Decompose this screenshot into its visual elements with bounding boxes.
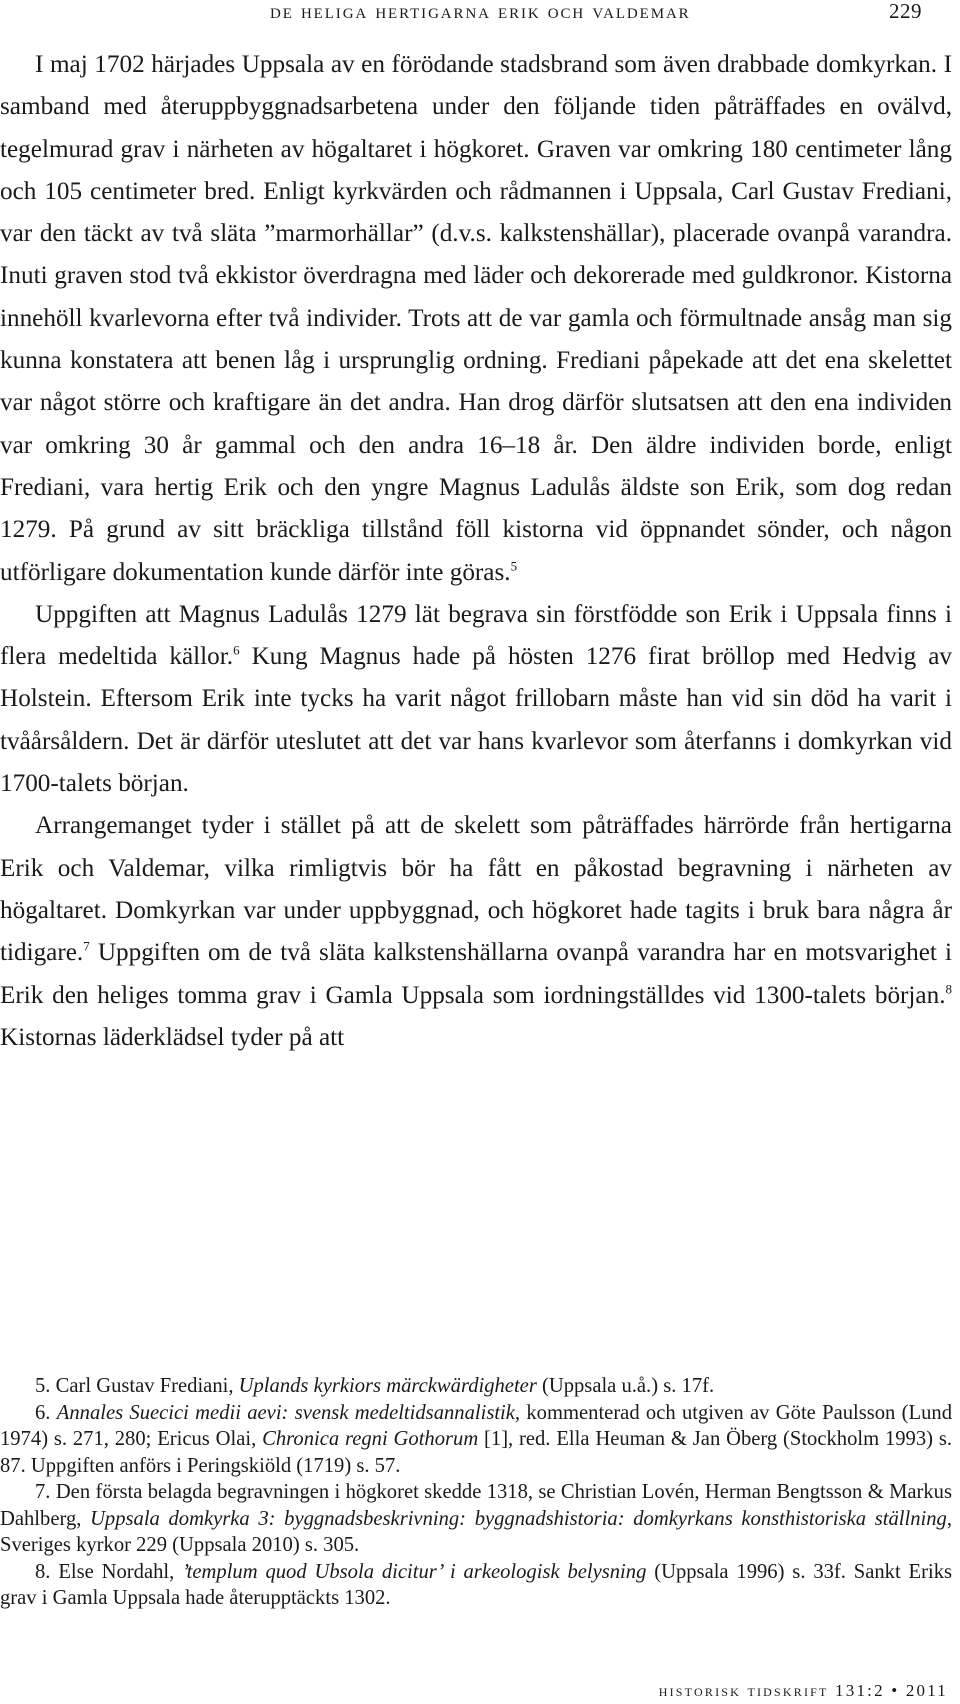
footnote-number: 7. (35, 1481, 51, 1503)
footnote-title: Uppsala domkyrka 3: byggnadsbeskrivning: byggnadshistoria: domkyrkans konsthistoriska ställning (90, 1507, 947, 1530)
paragraph-text: I maj 1702 härjades Uppsala av en förödande stadsbrand som även drabbade domkyrkan. I samband med återuppbyggnadsarbetena under den följande tiden påträffades en ovälvd, tegelmurad grav i närheten av högaltaret i högkoret. Graven var omkring 180 centimeter lång och 105 centimeter bred. Enligt kyrkvärden och rådmannen i Uppsala, Carl Gustav Frediani, var den täckt av två släta ”marmorhällar” (d.v.s. kalkstenshällar), placerade ovanpå varandra. Inuti graven stod två ekkistor överdragna med läder och dekorerade med guldkronor. Kistorna innehöll kvarlevorna efter två individer. Trots att de var gamla och förmultnade ansåg man sig kunna konstatera att benen låg i ursprunglig ordning. Frediani påpekade att det ena skelettet var något större och kraftigare än det andra. Han drog därför slutsatsen att den ena individen var omkring 30 år gammal och den andra 16–18 år. Den äldre individen borde, enligt Frediani, vara hertig Erik och den yngre Magnus Ladulås äldste son Erik, som dog redan 1279. På grund av sitt bräckliga tillstånd föll kistorna vid öppnandet sönder, och någon utförligare dokumentation kunde därför inte göras. (0, 51, 952, 586)
body-text (0, 44, 960, 1059)
footnote-text: Carl Gustav Frediani, (55, 1375, 239, 1397)
footnote-number: 5. (35, 1375, 51, 1397)
footnote (0, 1400, 960, 1480)
footnote-number: 6. (35, 1401, 51, 1424)
footnote (0, 1373, 960, 1400)
footnote (0, 1479, 960, 1559)
paragraph-text: Kung Magnus hade på hösten 1276 firat bröllop med Hedvig av Holstein. Eftersom Erik inte tycks ha varit något frillobarn måste han vid sin död ha varit i tvåårsåldern. Det är därför uteslutet att det var hans kvarlevor som återfanns i domkyrkan vid 1700-talets början. (0, 643, 952, 798)
footnote-text: , Sveriges kyrkor 229 (Uppsala 2010) s. 305. (0, 1507, 952, 1556)
footnotes (0, 1373, 960, 1612)
footnote-ref: 8 (945, 981, 952, 997)
running-foot: historisk tidskrift 131:2 • 2011 (658, 1681, 948, 1700)
paragraph (0, 805, 960, 1059)
footnote-text: (Uppsala 1996) s. 33f. Sankt Eriks grav i Gamla Uppsala hade återupptäckts 1302. (0, 1560, 952, 1609)
paragraph-text: Arrangemanget tyder i stället på att de skelett som påträffades härrörde från hertigarna Erik och Valdemar, vilka rimligtvis bör ha fått en påkostad begravning i närheten av högaltaret. Domkyrkan var under uppbyggnad, och högkoret hade tagits i bruk bara några år tidigare. (0, 812, 952, 967)
paragraph-text: Uppgiften om de två släta kalkstenshällarna ovanpå varandra har en motsvarighet i Erik den heliges tomma grav i Gamla Uppsala som iordningställdes vid 1300-talets början. (0, 939, 952, 1009)
footnote-title: Annales Suecici medii aevi: svensk medeltidsannalistik, (56, 1401, 521, 1424)
paragraph-text: Uppgiften att Magnus Ladulås 1279 lät begrava sin förstfödde son Erik i Uppsala finns i flera medeltida källor. (0, 600, 952, 671)
footnote-text: (Uppsala u.å.) s. 17f. (536, 1375, 715, 1397)
footnote-ref: 5 (510, 558, 518, 574)
footnote-number: 8. (35, 1560, 51, 1583)
paragraph (0, 44, 960, 594)
footnote-title: ’templum quod Ubsola dicitur’ i arkeologisk belysning (182, 1560, 647, 1583)
footnote-ref: 7 (83, 938, 90, 954)
footnote (0, 1559, 960, 1612)
running-head-title: de heliga hertigarna erik och valdemar (270, 0, 691, 23)
paragraph (0, 594, 960, 805)
page-number: 229 (889, 0, 922, 23)
paragraph-text: Kistornas läderklädsel tyder på att (0, 1023, 345, 1051)
footnote-text: kommenterad och utgiven av Göte Paulsson (Lund 1974) s. 271, 280; Ericus Olai, (0, 1401, 952, 1450)
running-head (270, 0, 922, 26)
footnote-text: Else Nordahl, (58, 1560, 183, 1583)
footnote-ref: 6 (233, 642, 240, 658)
footnote-title: Uplands kyrkiors märckwärdigheter (238, 1375, 537, 1397)
footnote-title: Chronica regni Gothorum (262, 1428, 479, 1450)
footnote-text: [1], red. Ella Heuman & Jan Öberg (Stockholm 1993) s. 87. Uppgiften anförs i Peringskiöld (1719) s. 57. (0, 1428, 952, 1477)
footnote-text: Den första belagda begravningen i högkoret skedde 1318, se Christian Lovén, Herman Bengtsson & Markus Dahlberg, (0, 1481, 952, 1530)
